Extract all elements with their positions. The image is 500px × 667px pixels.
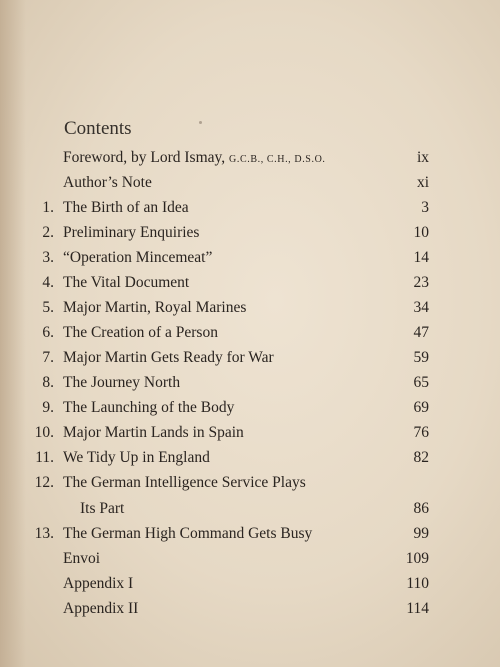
toc-entry-page: 86 xyxy=(413,500,429,517)
toc-entry-page: 14 xyxy=(413,249,429,266)
toc-entry-title: Author’s Note xyxy=(63,174,152,191)
toc-entry-chapter-8 xyxy=(0,372,500,394)
toc-entry-chapter-7 xyxy=(0,347,500,369)
toc-entry-page: 76 xyxy=(413,424,429,441)
toc-entry-title: The German Intelligence Service Plays xyxy=(63,474,306,491)
toc-entry-chapter-9 xyxy=(0,397,500,419)
toc-entry-appendix-2 xyxy=(0,598,500,620)
toc-entry-title: Appendix II xyxy=(63,600,139,617)
toc-entry-page: 69 xyxy=(413,399,429,416)
toc-entry-title: Appendix I xyxy=(63,575,134,592)
toc-entry-title: We Tidy Up in England xyxy=(63,449,210,466)
toc-entry-chapter-11 xyxy=(0,447,500,469)
toc-entry-number: 4. xyxy=(42,274,54,291)
toc-entry-page: 47 xyxy=(413,324,429,341)
toc-entry-title: The Creation of a Person xyxy=(63,324,218,341)
toc-entry-number: 3. xyxy=(42,249,54,266)
toc-entry-chapter-4 xyxy=(0,272,500,294)
toc-entry-number: 6. xyxy=(42,324,54,341)
toc-entry-chapter-2 xyxy=(0,222,500,244)
toc-entry-chapter-6 xyxy=(0,322,500,344)
toc-entry-page: ix xyxy=(416,149,429,166)
toc-entry-title-continued: Its Part xyxy=(80,500,125,517)
toc-entry-page: 82 xyxy=(413,449,429,466)
toc-entry-page: 10 xyxy=(413,224,429,241)
toc-entry-chapter-1 xyxy=(0,197,500,219)
toc-entry-title: The Vital Document xyxy=(63,274,190,291)
toc-entry-authors-note xyxy=(0,172,500,194)
toc-entry-chapter-13 xyxy=(0,523,500,545)
toc-entry-number: 1. xyxy=(42,199,54,216)
toc-entry-title: The Journey North xyxy=(63,374,181,391)
toc-entry-page: 110 xyxy=(406,575,429,592)
toc-entry-chapter-12-continued xyxy=(0,498,500,520)
toc-entry-page: 23 xyxy=(413,274,429,291)
toc-entry-chapter-10 xyxy=(0,422,500,444)
toc-entry-title: The Launching of the Body xyxy=(63,399,235,416)
toc-entry-title: Major Martin Gets Ready for War xyxy=(63,349,274,366)
toc-entry-number: 11. xyxy=(35,449,54,466)
toc-entry-number: 12. xyxy=(34,474,54,491)
toc-entry-number: 2. xyxy=(42,224,54,241)
paper-fleck xyxy=(199,121,202,124)
toc-entry-number: 7. xyxy=(42,349,54,366)
toc-entry-chapter-5 xyxy=(0,297,500,319)
toc-entry-appendix-1 xyxy=(0,573,500,595)
toc-entry-number: 9. xyxy=(42,399,54,416)
toc-entry-chapter-12 xyxy=(0,472,500,494)
toc-entry-page: 99 xyxy=(413,525,429,542)
toc-entry-title: The German High Command Gets Busy xyxy=(63,525,313,542)
toc-entry-page: xi xyxy=(416,174,429,191)
toc-entry-title: Foreword, by Lord Ismay, G.C.B., C.H., D.S.O. xyxy=(63,149,326,166)
toc-entry-title: Envoi xyxy=(63,550,101,567)
toc-entry-honours: G.C.B., C.H., D.S.O. xyxy=(229,154,326,165)
contents-title: Contents xyxy=(64,118,132,139)
toc-entry-page: 114 xyxy=(406,600,429,617)
toc-entry-number: 10. xyxy=(34,424,54,441)
toc-entry-chapter-3 xyxy=(0,247,500,269)
toc-entry-title: The Birth of an Idea xyxy=(63,199,189,216)
toc-entry-title: Major Martin, Royal Marines xyxy=(63,299,247,316)
toc-entry-page: 65 xyxy=(413,374,429,391)
toc-entry-foreword xyxy=(0,147,500,169)
toc-entry-title: “Operation Mincemeat” xyxy=(63,249,213,266)
toc-entry-envoi xyxy=(0,548,500,570)
toc-entry-title: Preliminary Enquiries xyxy=(63,224,200,241)
toc-entry-page: 109 xyxy=(405,550,429,567)
toc-entry-number: 13. xyxy=(34,525,54,542)
toc-entry-page: 34 xyxy=(413,299,429,316)
toc-entry-title: Major Martin Lands in Spain xyxy=(63,424,244,441)
toc-entry-number: 8. xyxy=(42,374,54,391)
toc-entry-page: 3 xyxy=(421,199,429,216)
toc-entry-page: 59 xyxy=(413,349,429,366)
toc-entry-number: 5. xyxy=(42,299,54,316)
